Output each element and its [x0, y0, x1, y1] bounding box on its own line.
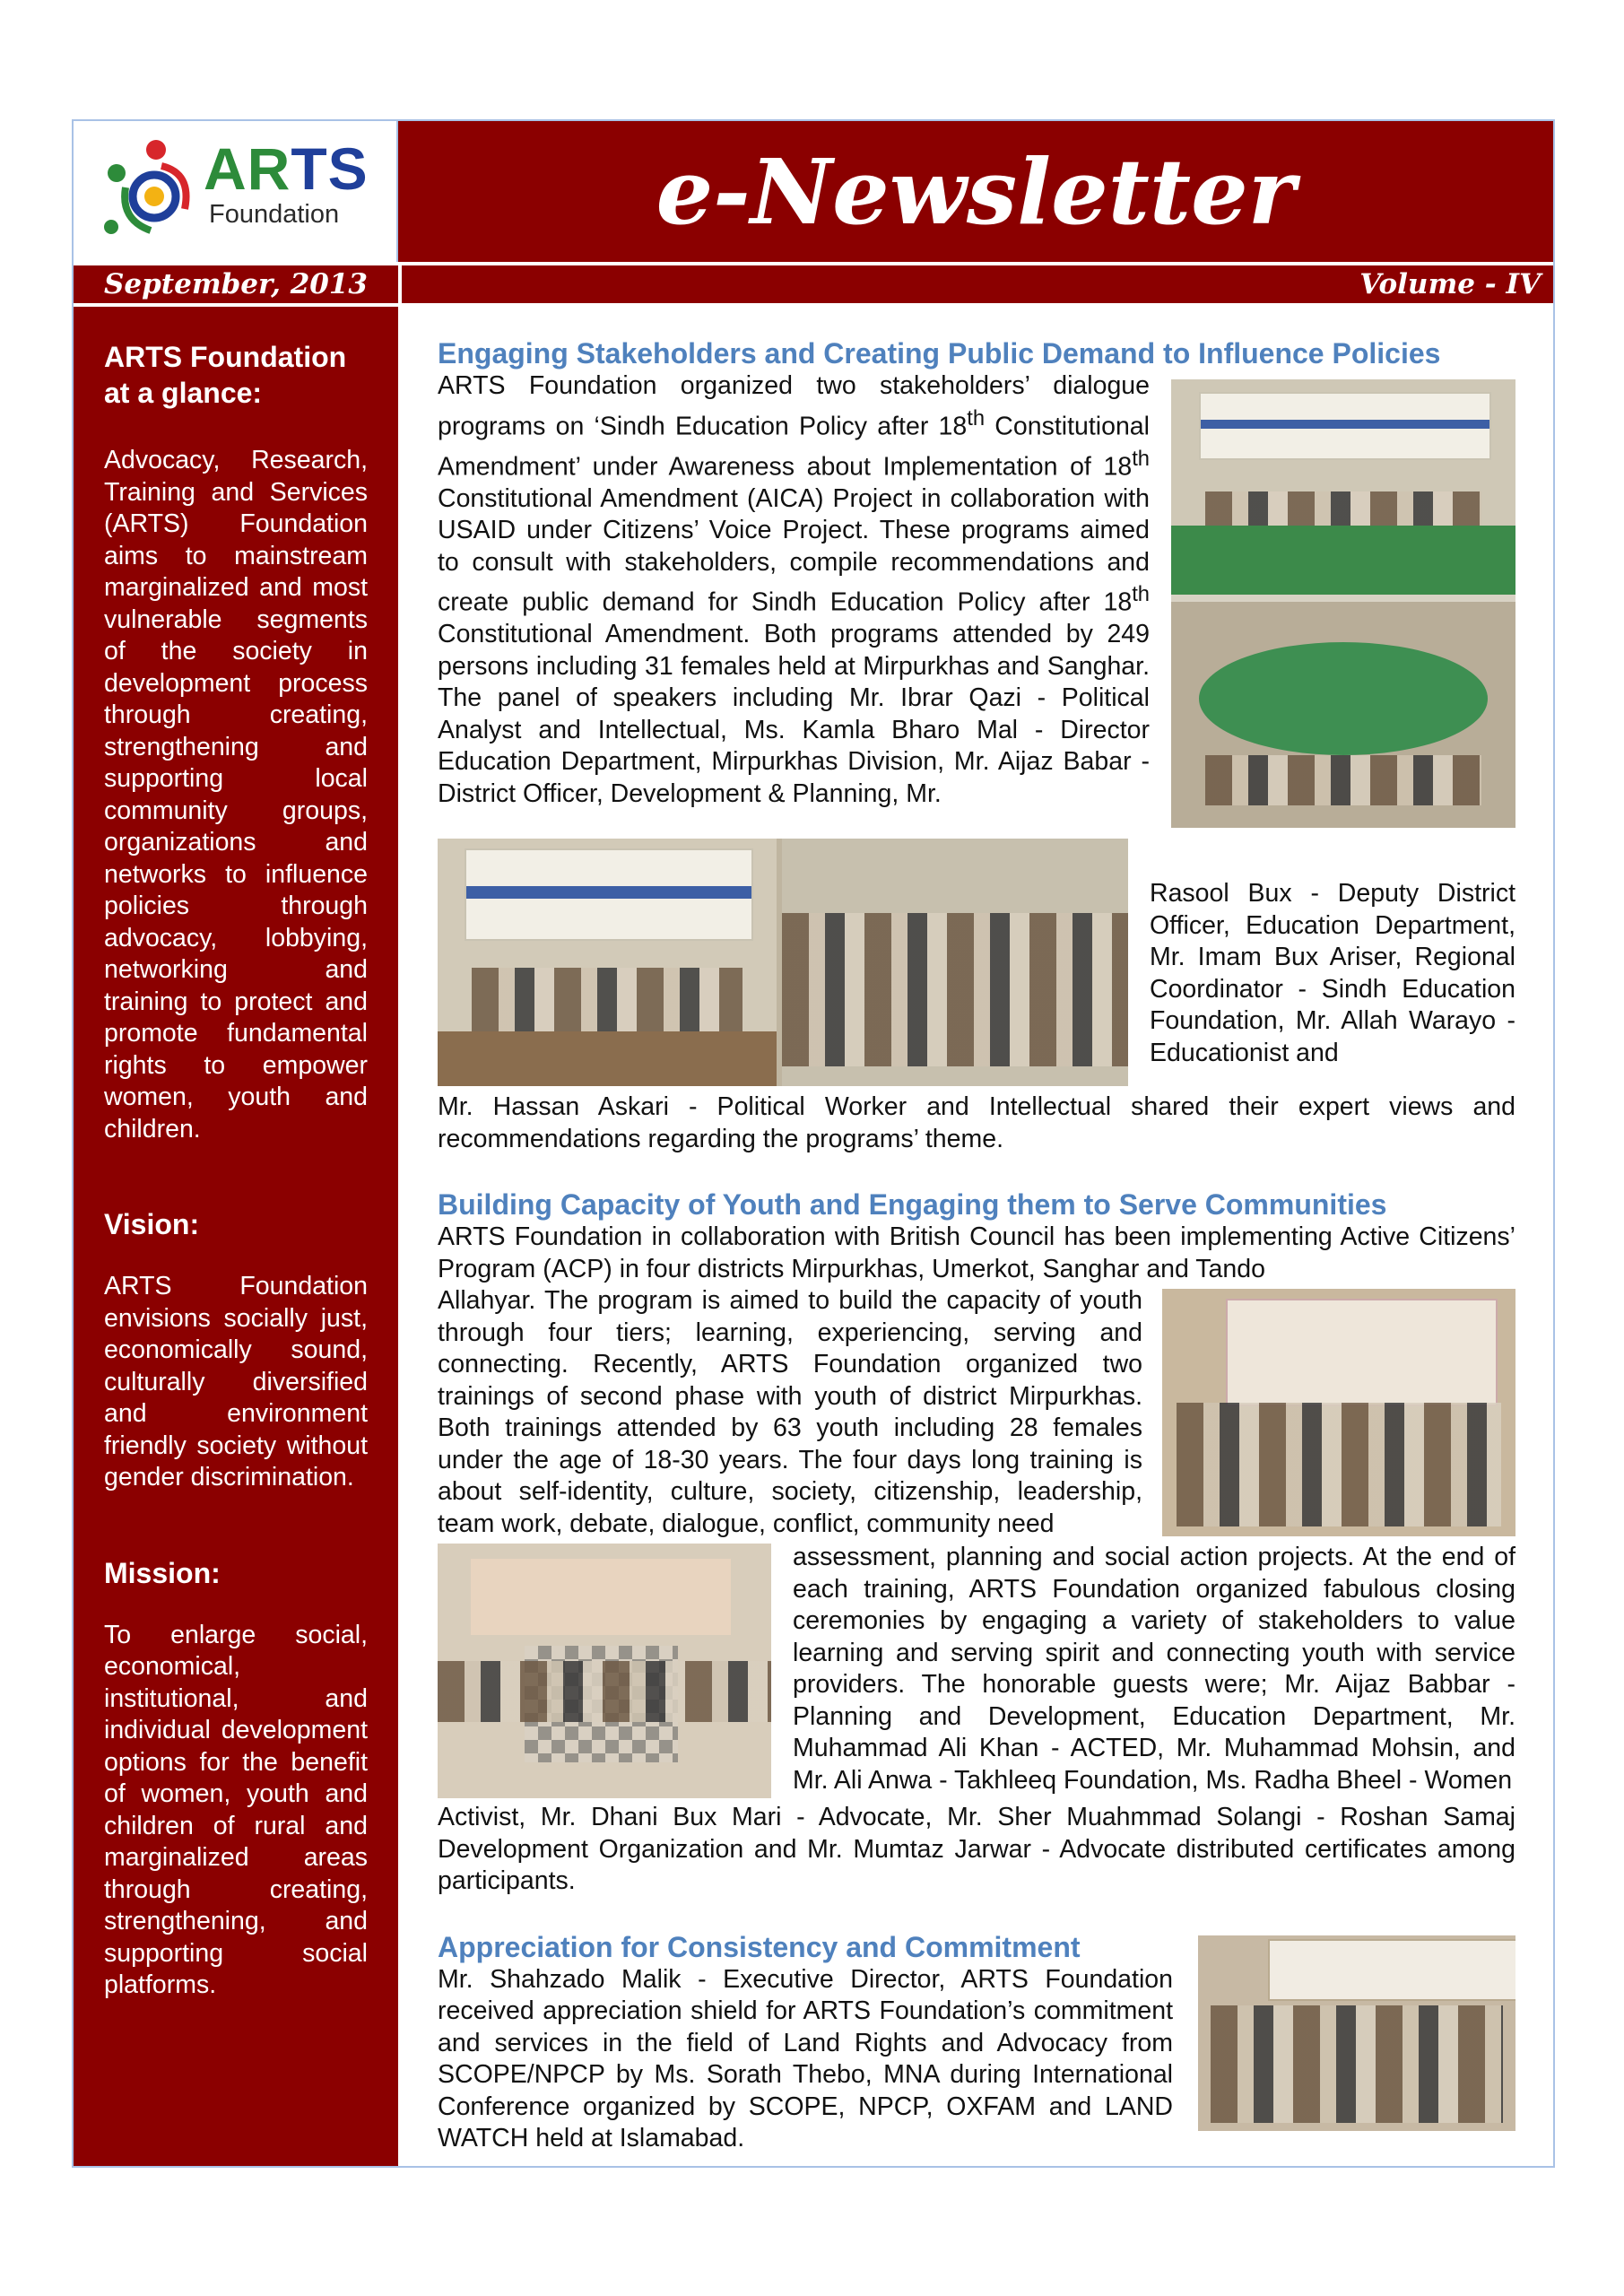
superscript: th: [1132, 446, 1150, 471]
logo-arts-text-blue: TS: [291, 135, 369, 202]
article-youth-capacity: [438, 1187, 1515, 1898]
superscript: th: [1132, 582, 1150, 606]
article-text: Constitutional Amendment. Both programs attended by 249 persons including 31 females held at Mirpurkhas and Sanghar. The panel of speakers including Mr. Ibrar Qazi - Political Analyst and Intellectual, Ms. Kamla Bharo Mal - Director Education Department, Mirpurkhas Division, Mr. Aijaz Babar - District Officer, Development & Planning, Mr.: [438, 620, 1150, 808]
article-body: Mr. Shahzado Malik - Executive Director, ARTS Foundation received appreciation shield for ARTS Foundation’s commitment and services in the field of Land Rights and Advocacy from SCOPE/NPCP by Ms. Sorath Thebo, MNA during International Conference organized by SCOPE, NPCP, OXFAM and LAND WATCH held at Islamabad.: [438, 1964, 1173, 2152]
article-stakeholders: [438, 336, 1515, 1155]
logo-arts-text-green: AR: [204, 135, 291, 202]
sidebar: [74, 307, 398, 2166]
volume-label: [402, 265, 1553, 303]
newsletter-title-band: [398, 121, 1553, 262]
glance-text: Advocacy, Research, Training and Services (ARTS) Foundation aims to mainstream marginalized and most vulnerable segments of the society in development process through creating, strengthening and supporting local community groups, organizations and networks to influence policies through advocacy, lobbying, networking and training to protect and promote fundamental rights to empower women, youth and children.: [104, 446, 368, 1144]
article-body: Allahyar. The program is aimed to build the capacity of youth through four tiers; learning, experiencing, serving and connecting. Recently, ARTS Foundation organized two trainings of second phase with youth of district Mirpurkhas. Both trainings attended by 63 youth including 28 females under the age of 18-30 years. The four days long training is about self-identity, culture, society, citizenship, leadership, team work, debate, dialogue, conflict, community need: [438, 1286, 1142, 1538]
article-body-continued: Rasool Bux - Deputy District Officer, Education Department, Mr. Imam Bux Ariser, Regional Coordinator - Sindh Education Foundation, Mr. Allah Warayo - Educationist and: [1150, 879, 1515, 1067]
arts-foundation-logo: [74, 121, 398, 262]
people-circle-logo-icon: [99, 134, 206, 248]
article-intro: ARTS Foundation in collaboration with British Council has been implementing Active Citizens’ Program (ACP) in four districts Mirpurkhas, Umerkot, Sanghar and Tando: [438, 1222, 1515, 1283]
active-citizens-training-photo: [1162, 1289, 1515, 1536]
volume-text: Volume - IV: [1359, 268, 1541, 300]
article-text: Constitutional Amendment (AICA) Project in collaboration with USAID under Citizens’ Voice Project. These programs aimed to consult with stakeholders, compile recommendations and create public demand for Sindh Education Policy after 18: [438, 483, 1150, 617]
dialogue-audience-photos: [438, 839, 1128, 1086]
article-text: ARTS Foundation organized two stakeholders’ dialogue programs on ‘Sindh Education Policy after 18: [438, 371, 1150, 440]
mission-heading: Mission:: [104, 1556, 221, 1589]
article-text: Constitutional Amendment’ under Awareness about Implementation of 18: [438, 412, 1150, 481]
article-appreciation: [438, 1930, 1515, 2155]
article-heading: Engaging Stakeholders and Creating Public Demand to Influence Policies: [438, 337, 1441, 370]
article-heading: Appreciation for Consistency and Commitment: [438, 1930, 1081, 1963]
glance-heading: ARTS Foundation at a glance:: [104, 341, 347, 409]
article-body-continued: assessment, planning and social action projects. At the end of each training, ARTS Foundation organized fabulous closing ceremonies by engaging a variety of stakeholders to value learning and serving spirit and connecting youth with service providers. The honorable guests were; Mr. Aijaz Babbar - Planning and Development, Education Department, Mr. Muhammad Ali Khan - ACTED, Mr. Muhammad Mohsin, and Mr. Ali Anwa - Takhleeq Foundation, Ms. Radha Bheel - Women: [793, 1543, 1515, 1795]
article-heading: Building Capacity of Youth and Engaging them to Serve Communities: [438, 1188, 1387, 1221]
main-content: [438, 336, 1515, 2155]
mission-text: To enlarge social, economical, institutional, and individual development options for the benefit of women, youth and children of rural and marginalized areas through creating, strengthening, and supporting social platforms.: [104, 1620, 368, 1999]
superscript: th: [967, 405, 986, 430]
logo-foundation-text: Foundation: [209, 200, 340, 229]
youth-closing-ceremony-photo: [438, 1544, 771, 1798]
stakeholder-dialogue-photo-panel: [1171, 379, 1515, 828]
appreciation-shield-photo: [1198, 1935, 1515, 2131]
vision-text: ARTS Foundation envisions socially just, economically sound, culturally diversified and environment friendly society without gender discrimination.: [104, 1272, 368, 1492]
issue-date: September, 2013: [74, 265, 398, 303]
newsletter-title: e-Newsletter: [656, 138, 1296, 245]
vision-heading: Vision:: [104, 1208, 200, 1240]
article-body-end: Activist, Mr. Dhani Bux Mari - Advocate, Mr. Sher Muahmmad Solangi - Roshan Samaj Development Organization and Mr. Mumtaz Jarwar - Advocate distributed certificates among participants.: [438, 1803, 1515, 1895]
article-body-end: Mr. Hassan Askari - Political Worker and Intellectual shared their expert views and recommendations regarding the programs’ theme.: [438, 1092, 1515, 1153]
